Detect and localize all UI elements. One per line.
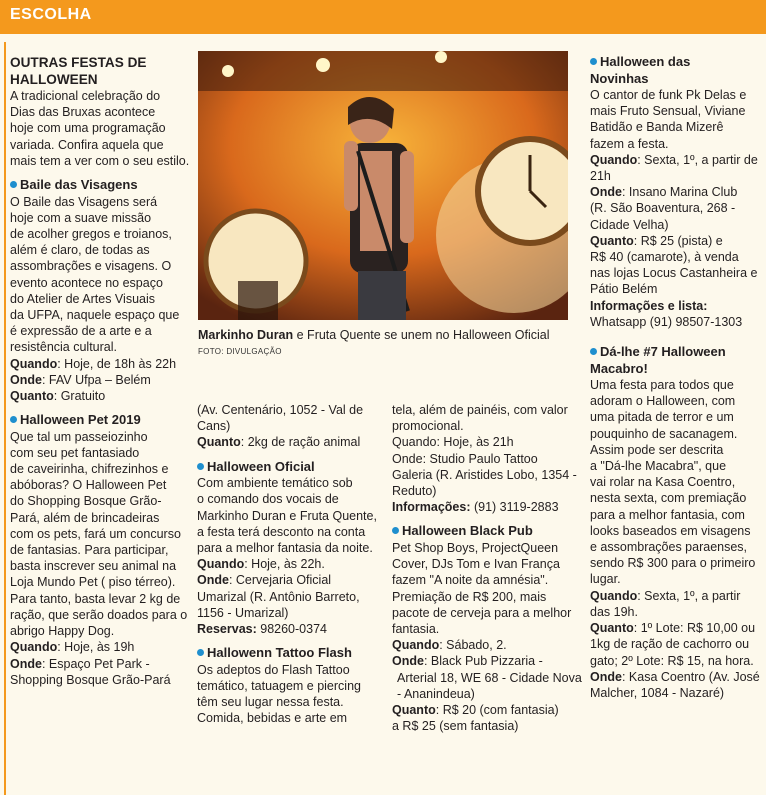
- intro-line: mais tem a ver com o seu estilo.: [10, 153, 190, 168]
- event-where: Onde: Kasa Coentro (Av. José: [590, 669, 760, 684]
- event-body-line: (Av. Centenário, 1052 - Val de: [197, 403, 364, 417]
- event-body-line: Premiação de R$ 200, mais: [392, 589, 547, 604]
- event-where-cont: - Ananindeua): [397, 686, 475, 701]
- event-when: Quando: Hoje, às 22h.: [197, 557, 325, 572]
- event-body-line: Para tanto, basta levar 2 kg de: [10, 591, 181, 606]
- section-header: [0, 0, 766, 34]
- event-body-line: do Shopping Bosque Grão-: [10, 494, 162, 509]
- event-body-line: tela, além de painéis, com valor: [392, 403, 568, 417]
- bullet-icon: [392, 527, 399, 534]
- event-body-line: abóboras? O Halloween Pet: [10, 478, 167, 493]
- intro-line: A tradicional celebração do: [10, 89, 161, 103]
- event-reservations: Reservas: 98260-0374: [197, 621, 327, 636]
- event-price-cont: 1kg de ração de cachorro ou: [590, 637, 750, 652]
- event-where: Onde: Insano Marina Club: [590, 185, 738, 200]
- event-body-line: O Baile das Visagens será: [10, 194, 158, 209]
- event-body-line: Uma festa para todos que: [590, 378, 734, 393]
- event-body-line: com seu pet fantasiado: [10, 445, 140, 460]
- event-where-cont: Malcher, 1084 - Nazaré): [590, 685, 725, 700]
- event-body-line: de acolher gregos e troianos,: [10, 226, 172, 241]
- event-where: Onde: FAV Ufpa – Belém: [10, 372, 151, 387]
- section-label: ESCOLHA: [10, 6, 92, 23]
- event-title-oficial: Halloween Oficial: [197, 459, 382, 476]
- event-when-cont: 21h: [590, 169, 611, 184]
- event-title-cont: Novinhas: [590, 70, 649, 86]
- event-when: Quando: Sábado, 2.: [392, 638, 507, 653]
- event-when: Quando: Hoje, de 18h às 22h: [10, 356, 177, 371]
- event-price: Quanto: R$ 20 (com fantasia): [392, 702, 559, 717]
- event-body-line: Cover, DJs Tom e Ivan França: [392, 557, 560, 572]
- left-rule: [4, 42, 6, 795]
- event-body-line: ração, que serão doados para o: [10, 607, 188, 622]
- event-where: Onde: Espaço Pet Park -: [10, 656, 150, 671]
- event-price-cont: R$ 40 (camarote), à venda: [590, 250, 739, 265]
- event-body-line: temático, tatuagem e piercing: [197, 678, 361, 693]
- event-where-cont: Umarizal (R. Antônio Barreto,: [197, 589, 360, 604]
- bullet-icon: [10, 181, 17, 188]
- event-body-line: a festa terá desconto na conta: [197, 524, 366, 539]
- event-price: Quanto: 2kg de ração animal: [197, 435, 361, 450]
- event-price-cont: a R$ 25 (sem fantasia): [392, 719, 519, 734]
- event-body-line: do Atelier de Artes Visuais: [10, 291, 155, 306]
- event-body-line: Galeria (R. Aristides Lobo, 1354 -: [392, 467, 577, 482]
- event-body-line: evento acontece no espaço: [10, 275, 163, 290]
- event-body-line: Assim pode ser descrita: [590, 442, 724, 457]
- event-body-line: fazem "A noite da amnésia".: [392, 573, 549, 588]
- event-body-line: basta inscrever seu animal na: [10, 559, 177, 574]
- event-body-line: para a melhor fantasia da noite.: [197, 540, 373, 555]
- event-body-line: Pará, além de brincadeiras: [10, 510, 160, 525]
- event-where-cont: Arterial 18, WE 68 - Cidade Nova: [397, 670, 582, 685]
- event-body-line: sendo R$ 300 para o primeiro: [590, 556, 756, 571]
- event-body-line: Os adeptos do Flash Tattoo: [197, 662, 350, 677]
- event-body-line: Comida, bebidas e arte em: [197, 711, 348, 726]
- event-body-line: com os pets, fará um concurso: [10, 526, 181, 541]
- event-body-line: assombrações e visagens. O: [10, 259, 172, 274]
- event-body-line: para a melhor fantasia, com: [590, 507, 745, 522]
- event-body-line: é expressão de a arte e a: [10, 324, 152, 339]
- event-where-cont: Shopping Bosque Grão-Pará: [10, 672, 171, 687]
- event-body-line: pacote de cerveja para a melhor: [392, 605, 572, 620]
- event-info-value: Whatsapp (91) 98507-1303: [590, 314, 743, 329]
- column-1: [10, 54, 190, 688]
- photo-caption: Markinho Duran e Fruta Quente se unem no Halloween Oficial: [198, 328, 550, 342]
- event-body-line: vai rolar na Kasa Coentro,: [590, 475, 736, 490]
- event-info: Informações e lista:: [590, 298, 708, 313]
- event-title-blackpub: Halloween Black Pub: [392, 523, 582, 540]
- event-title-tattoo: Hallowenn Tattoo Flash: [197, 645, 382, 662]
- intro-line: hoje com uma programação: [10, 121, 166, 136]
- event-body-line: Onde: Studio Paulo Tattoo: [392, 451, 538, 466]
- event-body-line: além é claro, de todas as: [10, 243, 150, 258]
- event-title-cont: Macabro!: [590, 360, 648, 376]
- event-body-line: Batidão e Banda Mizerê: [590, 120, 724, 135]
- event-body-line: abrigo Happy Dog.: [10, 624, 115, 639]
- event-price: Quanto: Gratuito: [10, 388, 106, 403]
- article-title-line-1: OUTRAS FESTAS DE: [10, 55, 147, 70]
- event-title-pet: Halloween Pet 2019: [10, 412, 190, 429]
- event-body-line: e assombrações paraenses,: [590, 540, 748, 555]
- event-body-line: Pet Shop Boys, ProjectQueen: [392, 540, 559, 555]
- event-body-line: hoje com a suave missão: [10, 210, 152, 225]
- event-price: Quanto: R$ 25 (pista) e: [590, 233, 723, 248]
- event-title-baile: Baile das Visagens: [10, 177, 190, 194]
- article-title-line-2: HALLOWEEN: [10, 72, 98, 87]
- photo-illustration: [198, 51, 568, 320]
- event-body-line: de fantasias. Para participar,: [10, 543, 169, 558]
- event-body-line: O cantor de funk Pk Delas e: [590, 88, 747, 102]
- event-when: Quando: Sexta, 1º, a partir de: [590, 152, 758, 167]
- intro-line: Dias das Bruxas acontece: [10, 105, 156, 120]
- event-price: Quanto: 1º Lote: R$ 10,00 ou: [590, 621, 756, 636]
- bullet-icon: [590, 348, 597, 355]
- event-body-line: fantasia.: [392, 621, 440, 636]
- column-4: [590, 54, 762, 701]
- bullet-icon: [590, 58, 597, 65]
- event-body-line: têm seu lugar nessa festa.: [197, 695, 344, 710]
- event-body-line: de caveirinha, chifrezinhos e: [10, 462, 169, 477]
- event-where-cont: Cidade Velha): [590, 217, 669, 232]
- bullet-icon: [10, 416, 17, 423]
- event-body-line: lugar.: [590, 572, 621, 587]
- event-body-line: da UFPA, naquele espaço que: [10, 307, 180, 322]
- event-body-line: looks baseados em visagens: [590, 523, 751, 538]
- event-when-cont: das 19h.: [590, 604, 638, 619]
- event-where: Onde: Cervejaria Oficial: [197, 573, 332, 588]
- column-2: [197, 402, 382, 726]
- header-strip: [0, 34, 766, 42]
- event-body-line: Com ambiente temático sob: [197, 476, 353, 491]
- event-info: Informações: (91) 3119-2883: [392, 500, 559, 515]
- event-price-cont: nas lojas Locus Castanheira e: [590, 266, 758, 281]
- event-body-line: uma pitada de terror e um: [590, 410, 734, 425]
- event-body-line: adoram o Halloween, com: [590, 394, 736, 409]
- event-body-line: Que tal um passeiozinho: [10, 429, 148, 444]
- event-body-line: pouquinho de sacanagem.: [590, 426, 738, 441]
- event-where: Onde: Black Pub Pizzaria -: [392, 654, 543, 669]
- event-where-cont: 1156 - Umarizal): [197, 605, 289, 620]
- event-body-line: o comando dos vocais de: [197, 492, 339, 507]
- event-body-line: Quando: Hoje, às 21h: [392, 435, 514, 450]
- event-price-cont: gato; 2º Lote: R$ 15, na hora.: [590, 653, 754, 668]
- column-3: [392, 402, 582, 734]
- concert-photo: [198, 51, 568, 320]
- event-where-cont: (R. São Boaventura, 268 -: [590, 201, 736, 216]
- event-body-line: Reduto): [392, 484, 437, 499]
- event-title-macabro: Dá-lhe #7 Halloween: [590, 344, 762, 361]
- event-body-line: a "Dá-lhe Macabra", que: [590, 459, 727, 474]
- photo-credit: FOTO: DIVULGAÇÃO: [198, 347, 282, 356]
- event-when: Quando: Hoje, às 19h: [10, 640, 135, 655]
- event-body-line: promocional.: [392, 419, 464, 434]
- event-body-line: Markinho Duran e Fruta Quente,: [197, 508, 377, 523]
- event-price-cont: Pátio Belém: [590, 282, 658, 297]
- intro-line: variada. Confira aquela que: [10, 137, 164, 152]
- bullet-icon: [197, 649, 204, 656]
- event-title-novinhas: Halloween das: [590, 54, 762, 71]
- bullet-icon: [197, 463, 204, 470]
- event-body-line: mais Fruto Sensual, Viviane: [590, 104, 746, 119]
- event-body-line: Loja Mundo Pet ( piso térreo).: [10, 575, 176, 590]
- event-body-line: resistência cultural.: [10, 340, 117, 355]
- event-when: Quando: Sexta, 1º, a partir: [590, 588, 741, 603]
- event-body-line: Cans): [197, 419, 231, 434]
- event-body-line: fazem a festa.: [590, 136, 669, 151]
- event-body-line: nesta sexta, com premiação: [590, 491, 747, 506]
